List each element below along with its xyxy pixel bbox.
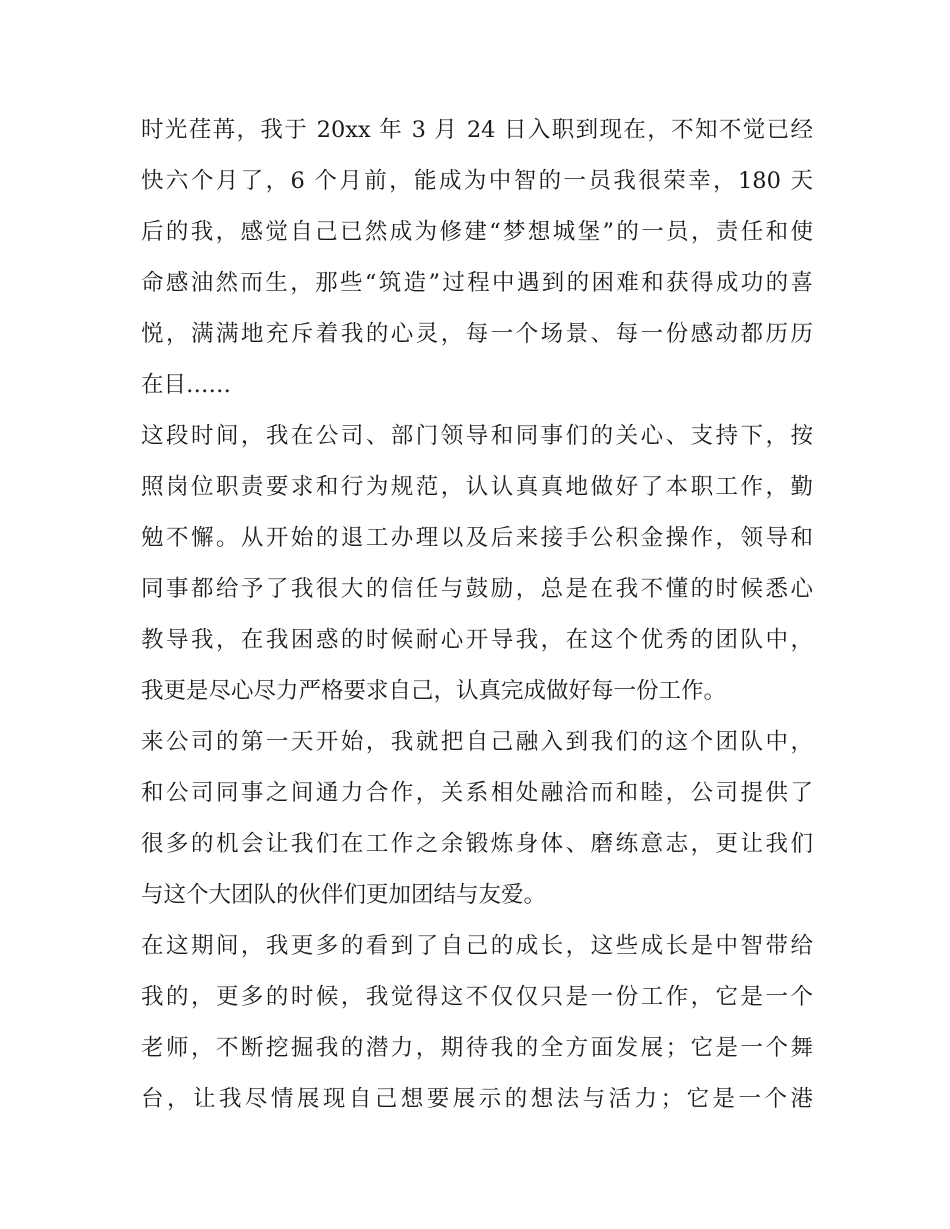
text-line: 在这期间，我更多的看到了自己的成长，这些成长是中智带给	[141, 933, 813, 959]
text-line: 老师，不断挖掘我的潜力，期待我的全方面发展；它是一个舞	[141, 1035, 813, 1061]
text-line: 后的我，感觉自己已然成为修建“梦想城堡”的一员，责任和使	[141, 219, 813, 245]
text-line: 在目……	[141, 372, 232, 398]
paragraph-3	[141, 717, 813, 921]
paragraph-1	[141, 105, 813, 411]
paragraph-4	[141, 921, 813, 1125]
text-line: 我更是尽心尽力严格要求自己，认真完成做好每一份工作。	[141, 678, 727, 704]
text-line: 与这个大团队的伙伴们更加团结与友爱。	[141, 882, 547, 908]
text-line: 这段时间，我在公司、部门领导和同事们的关心、支持下，按	[141, 423, 813, 449]
text-line: 命感油然而生，那些“筑造”过程中遇到的困难和获得成功的喜	[141, 270, 813, 296]
text-line: 很多的机会让我们在工作之余锻炼身体、磨练意志，更让我们	[141, 831, 813, 857]
text-line: 教导我，在我困惑的时候耐心开导我，在这个优秀的团队中，	[141, 627, 813, 653]
text-line: 和公司同事之间通力合作，关系相处融洽而和睦，公司提供了	[141, 780, 813, 806]
text-line: 台，让我尽情展现自己想要展示的想法与活力；它是一个港	[141, 1086, 813, 1112]
text-line: 照岗位职责要求和行为规范，认认真真地做好了本职工作，勤	[141, 474, 813, 500]
text-line: 悦，满满地充斥着我的心灵，每一个场景、每一份感动都历历	[141, 321, 813, 347]
text-line: 时光荏苒，我于 20xx 年 3 月 24 日入职到现在，不知不觉已经	[141, 117, 813, 143]
document-body	[141, 105, 813, 1125]
text-line: 同事都给予了我很大的信任与鼓励，总是在我不懂的时候悉心	[141, 576, 813, 602]
text-line: 勉不懈。从开始的退工办理以及后来接手公积金操作，领导和	[141, 525, 813, 551]
text-line: 快六个月了，6 个月前，能成为中智的一员我很荣幸，180 天	[141, 168, 813, 194]
text-line: 来公司的第一天开始，我就把自己融入到我们的这个团队中，	[141, 729, 813, 755]
paragraph-2	[141, 411, 813, 717]
text-line: 我的，更多的时候，我觉得这不仅仅只是一份工作，它是一个	[141, 984, 813, 1010]
